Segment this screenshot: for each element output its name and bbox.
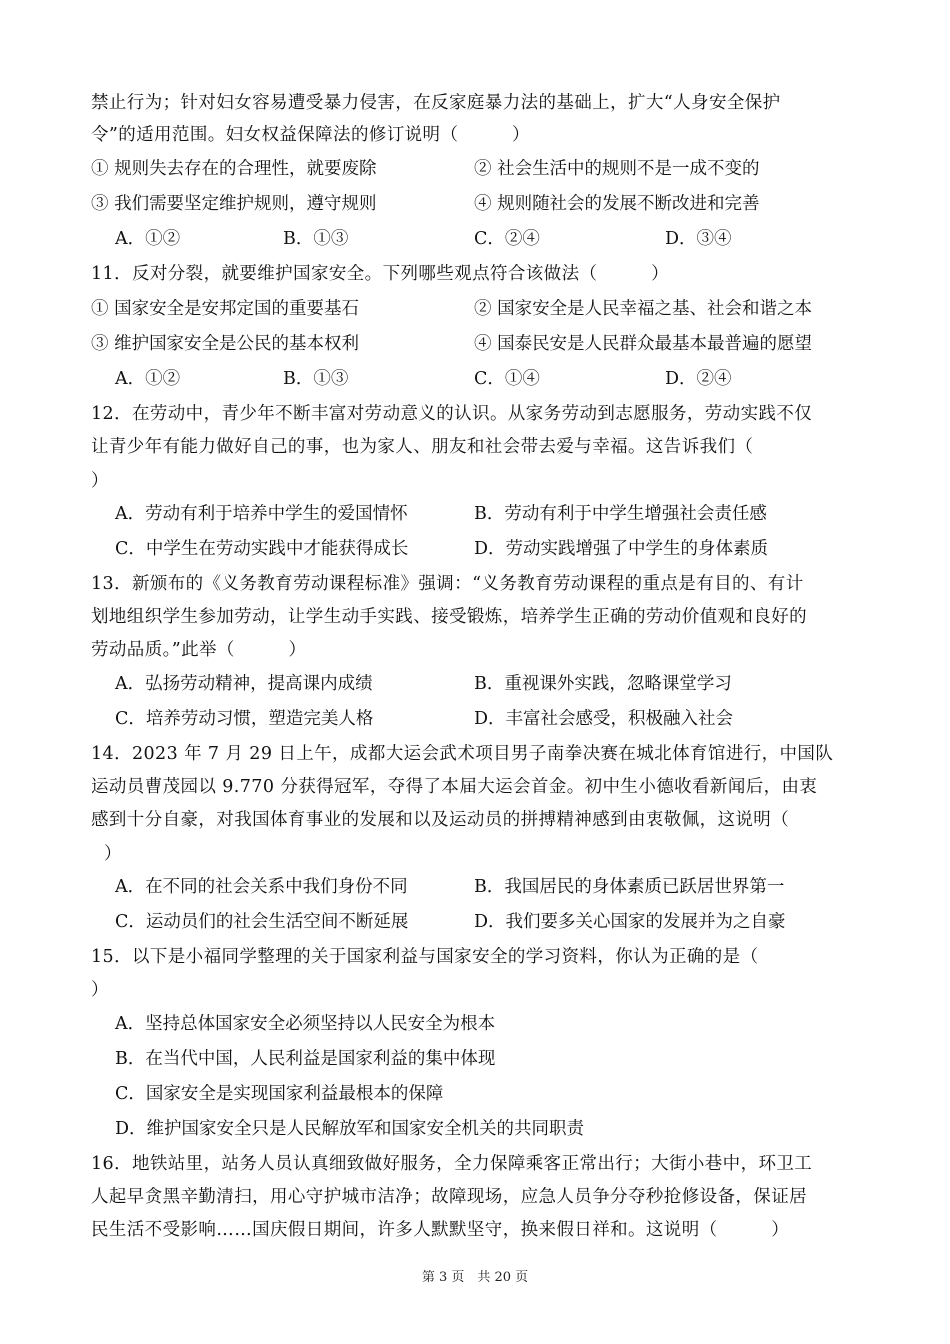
q15-option-c-row (91, 1077, 866, 1112)
q15-option-a[interactable]: A．坚持总体国家安全必须坚持以人民安全为根本 (115, 1014, 496, 1034)
q12-option-d[interactable]: D．劳动实践增强了中学生的身体素质 (474, 539, 769, 559)
q15-option-b[interactable]: B．在当代中国，人民利益是国家利益的集中体现 (115, 1049, 496, 1069)
page-footer: 第 3 页 共 20 页 (421, 1270, 529, 1285)
q11-option-a[interactable]: A．①② (115, 369, 181, 389)
q12-line-3: ） (91, 471, 109, 491)
q13-option-d[interactable]: D．丰富社会感受，积极融入社会 (474, 709, 734, 729)
q10-option-d[interactable]: D．③④ (665, 229, 732, 249)
q10-statement-2: ② 社会生活中的规则不是一成不变的 (474, 159, 760, 179)
q14-option-b[interactable]: B．我国居民的身体素质已跃居世界第一 (474, 877, 785, 897)
q15-option-a-row (91, 1007, 866, 1042)
q10-option-a[interactable]: A．①② (115, 229, 181, 249)
q12-option-a[interactable]: A．劳动有利于培养中学生的爱国情怀 (115, 504, 408, 524)
q14-options-row-2 (91, 905, 866, 940)
q15-option-c[interactable]: C．国家安全是实现国家利益最根本的保障 (115, 1084, 444, 1104)
q11-option-d[interactable]: D．②④ (665, 369, 732, 389)
q11-statements-row-2 (91, 327, 866, 362)
q15-option-b-row (91, 1042, 866, 1077)
q10-options (91, 222, 866, 257)
q13-line-2: 划地组织学生参加劳动，让学生动手实践、接受锻炼，培养学生正确的劳动价值观和良好的 (91, 607, 807, 627)
q12-line-1: 12．在劳动中，青少年不断丰富对劳动意义的认识。从家务劳动到志愿服务，劳动实践不仅 (91, 404, 813, 424)
q13-line-1: 13．新颁布的《义务教育劳动课程标准》强调：“义务教育劳动课程的重点是有目的、有计 (91, 574, 804, 594)
q15-option-d[interactable]: D．维护国家安全只是人民解放军和国家安全机关的共同职责 (115, 1119, 585, 1139)
q13-line-3: 劳动品质。”此举（ ） (91, 640, 307, 660)
q16-line-3: 民生活不受影响……国庆假日期间，许多人默默坚守，换来假日祥和。这说明（ ） (91, 1220, 790, 1240)
q10-line-1: 禁止行为；针对妇女容易遭受暴力侵害，在反家庭暴力法的基础上，扩大“人身安全保护 (91, 93, 781, 113)
q11-stem: 11．反对分裂，就要维护国家安全。下列哪些观点符合该做法（ ） (91, 264, 669, 284)
q13-option-b[interactable]: B．重视课外实践，忽略课堂学习 (474, 674, 732, 694)
q12-option-c[interactable]: C．中学生在劳动实践中才能获得成长 (115, 539, 409, 559)
q11-statement-3: ③ 维护国家安全是公民的基本权利 (91, 334, 360, 354)
q16-line-2: 人起早贪黑辛勤清扫，用心守护城市洁净；故障现场，应急人员争分夺秒抢修设备，保证居 (91, 1187, 807, 1207)
q15-option-d-row (91, 1112, 866, 1147)
q14-line-1: 14．2023 年 7 月 29 日上午，成都大运会武术项目男子南拳决赛在城北体育馆进行，中国队 (91, 744, 834, 764)
q12-options-row-1 (91, 497, 866, 532)
q11-statement-2: ② 国家安全是人民幸福之基、社会和谐之本 (474, 299, 813, 319)
q11-options (91, 362, 866, 397)
q10-statements-row-1 (91, 152, 866, 187)
q12-options-row-2 (91, 532, 866, 567)
q10-statements-row-2 (91, 187, 866, 222)
q14-line-3: 感到十分自豪，对我国体育事业的发展和以及运动员的拼搏精神感到由衷敬佩，这说明（ (91, 810, 790, 830)
q10-statement-1: ① 规则失去存在的合理性，就要废除 (91, 159, 377, 179)
q11-statement-1: ① 国家安全是安邦定国的重要基石 (91, 299, 360, 319)
q10-line-2: 令”的适用范围。妇女权益保障法的修订说明（ ） (91, 125, 530, 145)
q13-option-a[interactable]: A．弘扬劳动精神，提高课内成绩 (115, 674, 373, 694)
q15-line-1: 15．以下是小福同学整理的关于国家利益与国家安全的学习资料，你认为正确的是（ (91, 947, 759, 967)
q14-option-d[interactable]: D．我们要多关心国家的发展并为之自豪 (474, 912, 786, 932)
q14-option-a[interactable]: A．在不同的社会关系中我们身份不同 (115, 877, 408, 897)
q10-statement-3: ③ 我们需要坚定维护规则，遵守规则 (91, 194, 377, 214)
q12-line-2: 让青少年有能力做好自己的事，也为家人、朋友和社会带去爱与幸福。这告诉我们（ (91, 437, 754, 457)
q11-statement-4: ④ 国泰民安是人民群众最基本最普遍的愿望 (474, 334, 813, 354)
q13-options-row-1 (91, 667, 866, 702)
q14-line-2: 运动员曹茂园以 9.770 分获得冠军，夺得了本届大运会首金。初中生小德收看新闻后，由衷 (91, 777, 818, 797)
q11-option-b[interactable]: B．①③ (283, 369, 349, 389)
q12-option-b[interactable]: B．劳动有利于中学生增强社会责任感 (474, 504, 767, 524)
q15-line-2: ） (91, 980, 109, 1000)
q10-statement-4: ④ 规则随社会的发展不断改进和完善 (474, 194, 760, 214)
q13-option-c[interactable]: C．培养劳动习惯，塑造完美人格 (115, 709, 374, 729)
q14-line-4: ） (104, 844, 122, 864)
q11-option-c[interactable]: C．①④ (474, 369, 540, 389)
q10-option-c[interactable]: C．②④ (474, 229, 540, 249)
q10-option-b[interactable]: B．①③ (283, 229, 349, 249)
q13-options-row-2 (91, 702, 866, 737)
q14-options-row-1 (91, 870, 866, 905)
q16-line-1: 16．地铁站里，站务人员认真细致做好服务，全力保障乘客正常出行；大街小巷中，环卫工 (91, 1154, 813, 1174)
q14-option-c[interactable]: C．运动员们的社会生活空间不断延展 (115, 912, 409, 932)
q11-statements-row-1 (91, 292, 866, 327)
